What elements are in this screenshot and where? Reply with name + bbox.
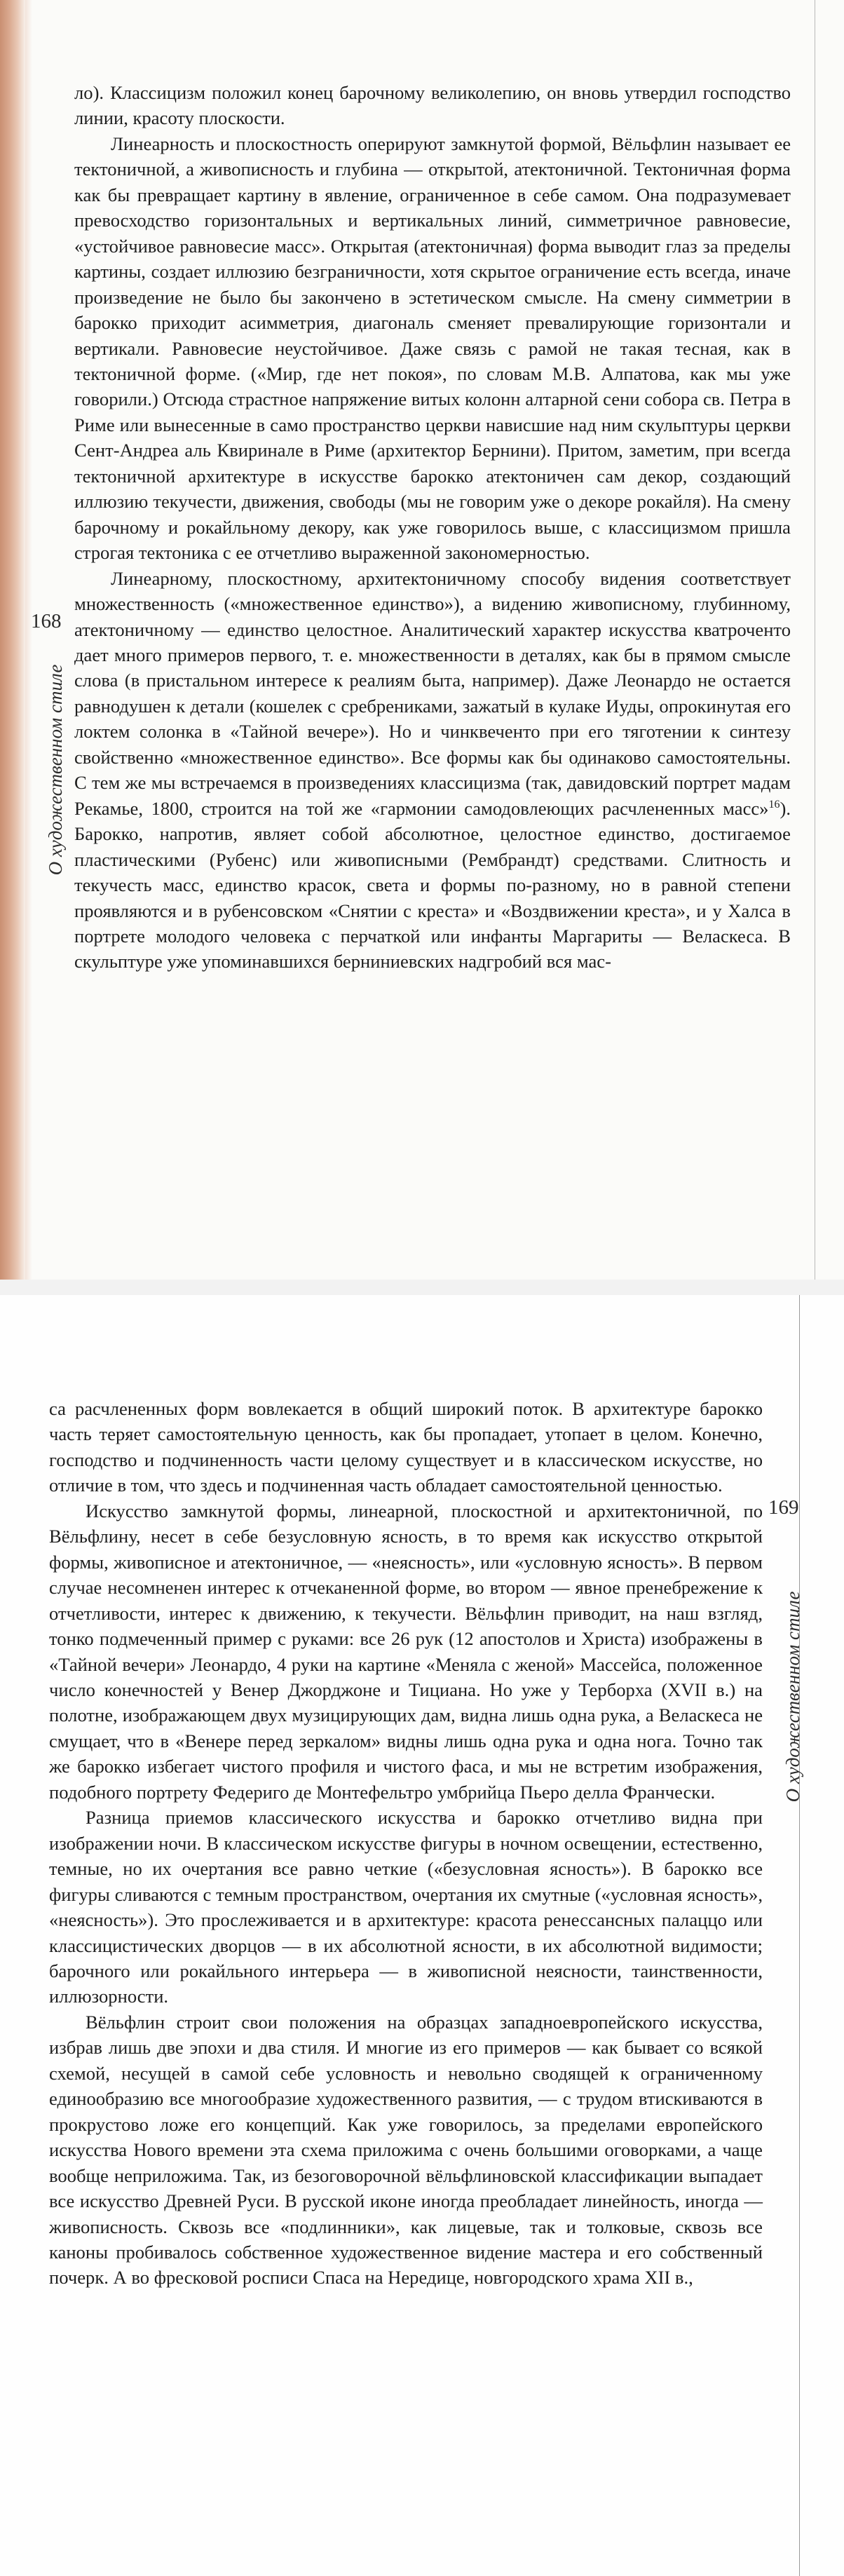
body-text bbox=[74, 80, 791, 975]
page-divider bbox=[0, 1280, 844, 1295]
page-number: 168 bbox=[31, 610, 62, 632]
paragraph: ло). Классицизм положил конец барочному великолепию, он вновь утвердил господство линии, красоту плоскости. bbox=[74, 82, 791, 129]
paragraph-text: ). Барокко, напротив, являет собой абсолютное, целостное единство, достигаемое пластическими (Рубенс) или живописными (Рембрандт) средствами. Слитность и текучесть масс, единство красок, света и формы по-разному, но в равной степени проявляются и в рубенсовском «Снятии с креста» и «Воздвижении креста», и у Халса в портрете молодого человека с перчаткой или инфанты Маргариты — Веласкеса. В скульптуре уже упоминавшихся берниниевских надгробий вся мас- bbox=[74, 797, 791, 972]
footnote-ref: 16 bbox=[768, 798, 780, 811]
page-edge-line bbox=[799, 1295, 800, 2576]
paragraph: Разница приемов классического искусства и барокко отчетливо видна при изображении ночи. В классическом искусстве фигуры в ночном освещении, естественно, темные, но их очертания все равно четкие («безусловная ясность»). В барокко все фигуры сливаются с темным пространством, очертания их смутные («условная ясность», «неясность»). Это прослеживается и в архитектуре: красота ренессансных палаццо или классицистических дворцов — в их абсолютной ясности, в их абсолютной видимости; барочного или рокайльного интерьера — в живописной неясности, таинственности, иллюзорности. bbox=[49, 1807, 763, 2007]
paragraph-text: Линеарному, плоскостному, архитектоничному способу видения соответствует множественность («множественное единство»), а видению живописному, глубинному, атектоничному — единство целостное. Аналитический характер искусства кватроченто дает много примеров первого, т. е. множественности в деталях, как бы в прямом смысле слова (в пристальном интересе к реалиям быта, например). Даже Леонардо не остается равнодушен к детали (кошелек с сребрениками, зажатый в кулаке Иуды, опрокинутая его локтем солонка в «Тайной вечере»). Но и чинквеченто при его тяготении к синтезу свойственно «множественное единство». Все формы как бы одинаково самостоятельны. С тем же мы встречаемся в произведениях классицизма (так, давидовский портрет мадам Рекамье, 1800, строится на той же «гармонии самодовлеющих расчлененных масс» bbox=[74, 567, 791, 819]
running-head: О художественном стиле bbox=[782, 1591, 803, 1803]
paragraph: Вёльфлин строит свои положения на образцах западноевропейского искусства, избрав лишь две эпохи и два стиля. И многие из его примеров — как бывает со всякой схемой, несущей в самой себе условность и невольно сводящей к ограниченному единообразию все многообразие художественного развития, — с трудом втискиваются в прокрустово ложе его концепций. Как уже говорилось, за пределами европейского искусства Нового времени эта схема приложима с очень большими оговорками, а чаще вообще неприложима. Так, из безоговорочной вёльфлиновской классификации выпадает все искусство Древней Руси. В русской иконе иногда преобладает линейность, иногда — живописность. Сквозь все «подлинники», как лицевые, так и толковые, сквозь все каноны пробивалось собственное художественное видение мастера и его собственный почерк. А во фресковой росписи Спаса на Нередице, новгородского храма XII в., bbox=[49, 2011, 763, 2289]
paragraph: Искусство замкнутой формы, линеарной, плоскостной и архитектоничной, по Вёльфлину, несет в себе безусловную ясность, в то время как искусство открытой формы, живописное и атектоничное, — «неясность», или «условную ясность». В первом случае несомненен интерес к отчеканенной форме, во втором — явное пренебрежение к отчетливости, интерес к движению, к текучести. Вёльфлин приводит, на наш взгляд, тонко подмеченный пример с руками: все 26 рук (12 апостолов и Христа) изображены в «Тайной вечери» Леонардо, 4 руки на картине «Меняла с женой» Массейса, положенное число конечностей у Венер Джорджоне и Тициана. Но уже у Терборха (XVII в.) на полотне, изображающем двух музицирующих дам, видна лишь одна рука, а Веласкеса не смущает, что в «Венере перед зеркалом» видны лишь одна рука и одна нога. Точно так же барокко избегает чистого профиля и чистого фаса, и мы не встретим изображения, подобного портрету Федериго де Монтефельтро умбрийца Пьеро делла Франчески. bbox=[49, 1500, 763, 1803]
paragraph: Линеарность и плоскостность оперируют замкнутой формой, Вёльфлин называет ее тектоничной, а живописность и глубина — открытой, атектоничной. Тектоничная форма как бы превращает картину в явление, ограниченное в себе самом. Она подразумевает превосходство горизонтальных и вертикальных линий, симметричное равновесие, «устойчивое равновесие масс». Открытая (атектоничная) форма выводит глаз за пределы картины, создает иллюзию безграничности, хотя скрытое ограничение есть всегда, иначе произведение не было бы закончено в эстетическом смысле. На смену симметрии в барокко приходит асимметрия, диагональ сменяет превалирующие горизонтали и вертикали. Равновесие неустойчивое. Даже связь с рамой не такая тесная, как в тектоничной форме. («Мир, где нет покоя», по словам М.В. Алпатова, как мы уже говорили.) Отсюда страстное напряжение витых колонн алтарной сени собора св. Петра в Риме или вынесенные в само пространство церкви нависшие над ним скульптуры церкви Сент-Андреа аль Квиринале в Риме (архитектор Бернини). Притом, заметим, при всегда тектоничной архитектуре в искусстве барокко атектоничен сам декор, создающий иллюзию текучести, движения, свободы (мы не говорим уже о декоре рокайля). На смену барочному и рокайльному декору, как уже говорилось выше, с классицизмом пришла строгая тектоника с ее отчетливо выраженной закономерностью. bbox=[74, 133, 791, 564]
body-text bbox=[49, 1295, 763, 2291]
book-spine-edge bbox=[0, 0, 25, 1280]
page-number: 169 bbox=[768, 1496, 799, 1519]
paragraph bbox=[74, 566, 791, 975]
page-168 bbox=[0, 0, 844, 1280]
paragraph: са расчлененных форм вовлекается в общий широкий поток. В архитектуре барокко часть теряет самостоятельную ценность, как бы пропадает, утопает в целом. Конечно, господство и подчиненность части целому существует и в классическом искусстве, но отличие в том, что здесь и подчиненная часть обладает самостоятельной ценностью. bbox=[49, 1398, 763, 1496]
running-head: О художественном стиле bbox=[45, 664, 66, 876]
book-spine-shadow bbox=[25, 0, 32, 1280]
page-169 bbox=[0, 1295, 844, 2576]
